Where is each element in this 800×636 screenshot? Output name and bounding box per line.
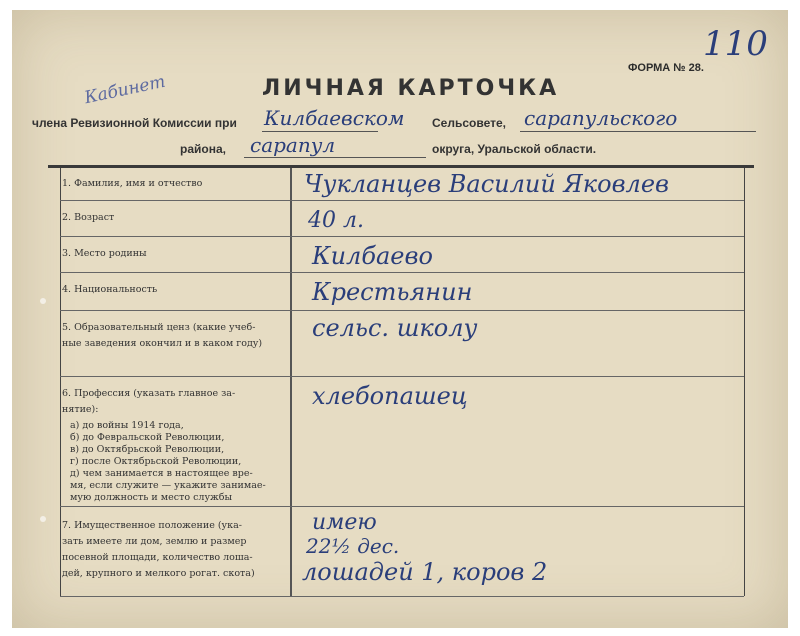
page-title: ЛИЧНАЯ КАРТОЧКА: [262, 76, 560, 101]
row-label-birthplace: 3. Место родины: [62, 248, 147, 259]
form-number: ФОРМА № 28.: [628, 62, 704, 74]
corner-number: 110: [703, 24, 768, 64]
answer-nationality: Крестьянин: [312, 278, 473, 306]
header-line1-mid: Сельсовете,: [432, 116, 506, 130]
answer-birthplace: Килбаево: [312, 242, 433, 270]
district-name: сарапульского: [524, 106, 678, 130]
header-line1-prefix: члена Ревизионной Комиссии при: [32, 116, 237, 130]
row-label-education: 5. Образовательный ценз (какие учеб- ные заведения окончил и в каком году): [62, 322, 263, 349]
soviet-name: Килбаевском: [264, 106, 405, 130]
table-top-rule: [48, 165, 754, 168]
header-line2-suffix: округа, Уральской области.: [432, 142, 597, 156]
answer-property-line1: имею: [312, 510, 377, 535]
row-label-property: 7. Имущественное положение (ука- зать имеете ли дом, землю и размер посевной площади, количество лоша- дей, крупного и мелкого рогат. скота): [62, 520, 255, 579]
answer-profession: хлебопашец: [312, 382, 468, 410]
answer-property-line2: 22½ дес.: [306, 534, 400, 558]
row-label-nationality: 4. Национальность: [62, 284, 158, 295]
answer-name: Чукланцев Василий Яковлев: [304, 170, 670, 198]
pencil-note: Кабинет: [82, 71, 168, 109]
row-label-profession: 6. Профессия (указать главное за- нятие):: [62, 388, 236, 415]
profession-sub-items: а) до войны 1914 года, б) до Февральской Революции, в) до Октябрьской Революции, г) после Октябрьской Революции, д) чем занимается в настоящее вре- мя, если служите — укажите занимае- мую должность и место службы: [70, 420, 266, 503]
answer-property-line3: лошадей 1, коров 2: [302, 558, 548, 586]
answer-age: 40 л.: [308, 208, 364, 233]
row-label-name: 1. Фамилия, имя и отчество: [62, 178, 203, 189]
row-label-age: 2. Возраст: [62, 212, 115, 223]
answer-education: сельс. школу: [312, 314, 478, 342]
header-line2-prefix: района,: [180, 142, 226, 156]
punch-hole: [40, 516, 46, 522]
punch-hole: [40, 298, 46, 304]
okrug-name: сарапул: [250, 133, 336, 157]
